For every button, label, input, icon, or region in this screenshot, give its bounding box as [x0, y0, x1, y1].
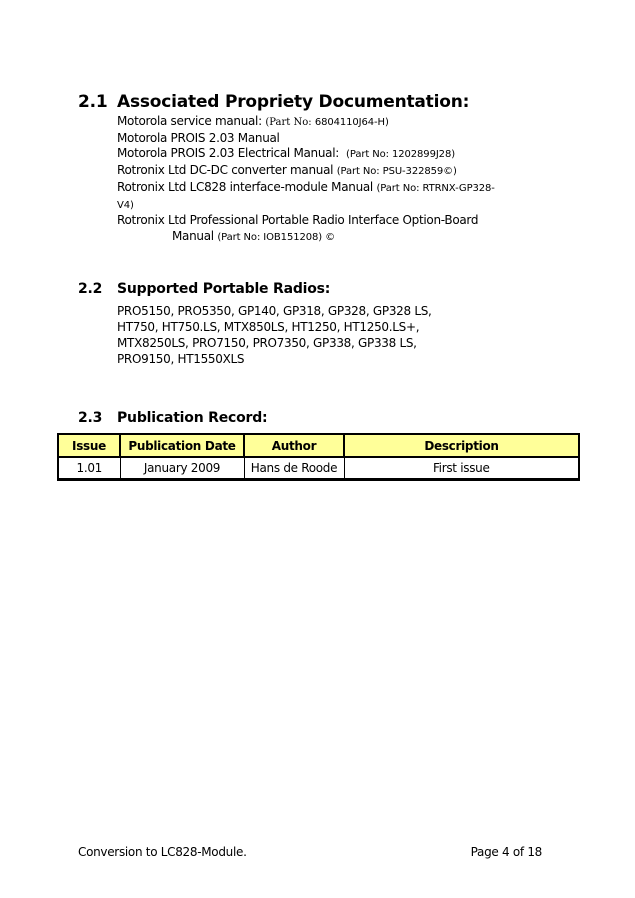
publication-record-table [57, 433, 580, 481]
part-number-text: (Part No: PSU-322859©) [336, 166, 457, 178]
table-cell: First issue [344, 457, 579, 480]
table-header-row [58, 434, 579, 457]
radio-line: PRO9150, HT1550XLS [117, 352, 245, 366]
section-title: Supported Portable Radios: [117, 281, 331, 297]
table-cell: January 2009 [120, 457, 244, 480]
part-number-text: (Part No: [265, 117, 315, 128]
part-number-text: V4) [117, 199, 134, 211]
doc-line-text: Manual [172, 228, 218, 243]
radio-line: MTX8250LS, PRO7150, PRO7350, GP338, GP338 LS, [117, 336, 417, 350]
section-number: 2.1 [78, 92, 108, 112]
table-cell: Hans de Roode [244, 457, 344, 480]
doc-line-text: Motorola PROIS 2.03 Manual [117, 130, 280, 145]
footer-document-title: Conversion to LC828-Module. [78, 845, 247, 859]
doc-line-text: Rotronix Ltd LC828 interface-module Manual [117, 179, 377, 194]
section-title: Associated Propriety Documentation: [117, 92, 470, 112]
page-footer [78, 845, 542, 859]
doc-line-text: Motorola service manual: [117, 114, 266, 128]
part-number-text: 6804110J64-H) [314, 117, 389, 128]
section-2-1-heading [0, 92, 635, 114]
doc-line [117, 114, 635, 131]
table-header-cell: Author [244, 434, 344, 457]
section-number: 2.3 [78, 410, 103, 426]
section-publication-record [0, 410, 635, 481]
section-title: Publication Record: [117, 410, 268, 426]
section-supported-radios [0, 281, 635, 367]
doc-line [117, 163, 635, 180]
table-header-cell: Publication Date [120, 434, 244, 457]
doc-line [117, 146, 635, 163]
documentation-list [117, 114, 635, 246]
radio-model-list [117, 303, 635, 367]
part-number-text: (Part No: IOB151208) © [217, 231, 336, 243]
doc-line [117, 213, 635, 229]
table-header-cell: Description [344, 434, 579, 457]
section-associated-documentation [0, 92, 635, 246]
radio-line: HT750, HT750.LS, MTX850LS, HT1250, HT1250.LS+, [117, 320, 420, 334]
doc-line-text: Rotronix Ltd DC-DC converter manual [117, 163, 337, 178]
section-2-3-heading [0, 410, 635, 433]
doc-line [117, 229, 635, 246]
section-number: 2.2 [78, 281, 103, 297]
doc-line [117, 180, 635, 197]
radio-line: PRO5150, PRO5350, GP140, GP318, GP328, GP328 LS, [117, 304, 432, 318]
table-header-cell: Issue [58, 434, 120, 457]
part-number-text: (Part No: 1202899J28) [346, 149, 456, 161]
table-cell: 1.01 [58, 457, 120, 480]
doc-line [117, 197, 635, 214]
doc-line-text: Rotronix Ltd Professional Portable Radio Interface Option-Board [117, 213, 479, 228]
doc-line [117, 131, 635, 147]
doc-line-text: Motorola PROIS 2.03 Electrical Manual: [117, 146, 347, 161]
section-2-2-heading [0, 281, 635, 303]
part-number-text: (Part No: RTRNX-GP328- [376, 182, 495, 194]
table-row [58, 457, 579, 480]
footer-page-number: Page 4 of 18 [470, 845, 542, 859]
